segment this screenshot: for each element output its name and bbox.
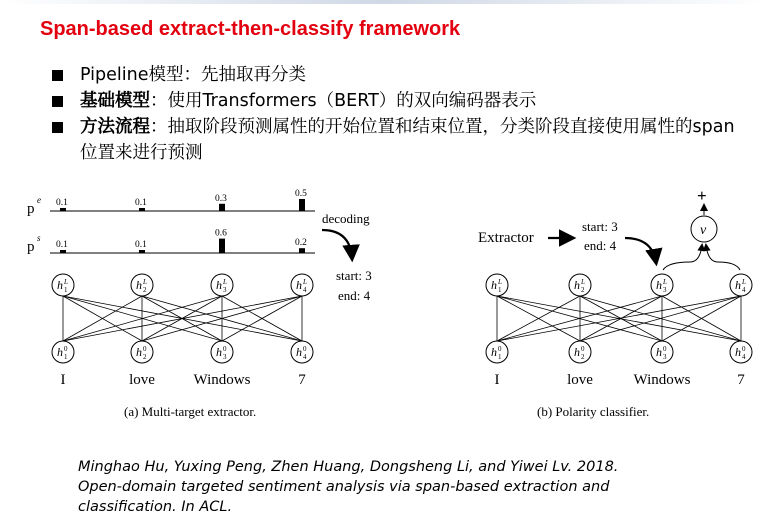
right-bottom-node-sub: 1 [498,353,502,361]
right-top-node-label: h [656,278,662,292]
pe-bars [56,189,307,211]
left-top-node-sub: 2 [143,286,147,294]
left-bottom-node-sub: 2 [143,353,147,361]
extractor-label: Extractor [478,230,534,246]
left-bottom-node [291,341,313,363]
right-bottom-node-label: h [656,345,662,359]
left-bottom-node-sub: 3 [223,353,227,361]
bullet-pipeline [52,62,752,88]
ps-bar [60,250,66,253]
right-bottom-node-sub: 3 [663,353,667,361]
citation-line: Open-domain targeted sentiment analysis via span-based extraction and [78,479,610,495]
pe-bar [139,208,145,211]
left-top-node-sup: L [223,278,227,286]
left-word-label: I [60,372,66,388]
bullet-list [52,62,752,166]
right-word-label: 7 [737,372,745,388]
right-bottom-node-label: h [735,345,741,359]
right-top-node-sub: 2 [581,286,585,294]
left-bottom-node-sub: 1 [64,353,68,361]
right-bottom-node-sup: 0 [742,345,746,353]
right-word-label: love [567,372,593,388]
pe-bar [219,204,225,211]
left-top-node [131,274,153,296]
left-bottom-node-label: h [296,345,302,359]
right-start-label: start: 3 [582,219,618,234]
left-bottom-node-label: h [57,345,63,359]
bullet-method [52,114,752,166]
bullet-bold-label: 基础模型 [80,91,150,111]
left-top-node-label: h [57,278,63,292]
right-top-node-sub: 1 [498,286,502,294]
right-top-node-sub: 4 [742,286,746,294]
pe-bar [299,199,305,211]
left-top-node-label: h [136,278,142,292]
pe-value-label: 0.1 [56,198,68,208]
pe-value-label: 0.1 [135,198,147,208]
bullet-base-model [52,88,752,114]
left-top-node [291,274,313,296]
ps-value-label: 0.1 [56,240,68,250]
left-bottom-node [211,341,233,363]
right-top-node [651,274,673,296]
pe-label: p [27,201,35,217]
pe-label-sup: e [37,195,41,205]
left-end-label: end: 4 [338,288,371,303]
multi-target-extractor-panel [27,189,372,419]
h4-to-v-arrow [706,245,740,270]
left-bottom-node-sup: 0 [64,345,68,353]
bullet-square-icon [52,96,63,107]
left-top-node-sub: 1 [64,286,68,294]
left-top-node-sup: L [143,278,147,286]
bullet-square-icon [52,122,63,133]
left-top-node-sub: 4 [303,286,307,294]
pe-value-label: 0.5 [295,189,307,199]
right-top-node-label: h [735,278,741,292]
left-bottom-node-sup: 0 [223,345,227,353]
right-bottom-node-sup: 0 [663,345,667,353]
ps-bar [299,248,305,253]
pe-value-label: 0.3 [215,193,227,204]
left-caption: (a) Multi-target extractor. [124,404,257,419]
ps-label-sup: s [37,233,41,243]
right-top-node-label: h [574,278,580,292]
bullet-text: ：使用Transformers（BERT）的双向编码器表示 [150,91,537,111]
left-bottom-node-label: h [216,345,222,359]
ps-bar [139,250,145,253]
left-top-node-sub: 3 [223,286,227,294]
right-bottom-node [730,341,752,363]
slide-title: Span-based extract-then-classify framework [40,18,461,40]
left-bottom-node-sup: 0 [143,345,147,353]
v-label: v [700,223,707,238]
left-bottom-node [131,341,153,363]
left-top-node [52,274,74,296]
left-word-label: love [129,372,155,388]
right-top-node [730,274,752,296]
right-bottom-node-sub: 2 [581,353,585,361]
left-top-node-sup: L [64,278,68,286]
right-top-node-sup: L [581,278,585,286]
right-top-node-label: h [491,278,497,292]
right-end-label: end: 4 [584,238,617,253]
right-word-label: Windows [633,372,691,388]
polarity-classifier-panel [478,186,752,419]
ps-bar [219,239,225,253]
ps-value-label: 0.6 [215,228,227,239]
ps-value-label: 0.1 [135,240,147,250]
left-network [52,274,313,388]
right-caption: (b) Polarity classifier. [537,404,650,419]
ps-value-label: 0.2 [295,238,307,249]
right-bottom-node [486,341,508,363]
pe-bar [60,208,66,211]
right-bottom-node-sup: 0 [498,345,502,353]
right-bottom-node-label: h [574,345,580,359]
left-top-node-label: h [296,278,302,292]
left-word-label: Windows [193,372,251,388]
right-top-node-sup: L [663,278,667,286]
bullet-text: ：抽取阶段预测属性的开始位置和结束位置，分类阶段直接使用属性的span位置来进行预测 [80,117,735,163]
ps-bars [56,229,307,253]
left-bottom-node-label: h [136,345,142,359]
left-word-label: 7 [298,372,306,388]
left-start-label: start: 3 [336,268,372,283]
top-rule [0,0,768,4]
citation-line: classification. In ACL. [78,499,233,515]
span-framework-figure [0,180,768,440]
right-bottom-node-label: h [491,345,497,359]
right-bottom-node-sub: 4 [742,353,746,361]
right-top-node-sub: 3 [663,286,667,294]
bullet-square-icon [52,70,63,81]
right-top-node [569,274,591,296]
h3-to-v-arrow [663,245,702,270]
ps-label: p [27,239,35,255]
right-top-node-sup: L [498,278,502,286]
right-bottom-node [569,341,591,363]
left-top-node [211,274,233,296]
left-bottom-node [52,341,74,363]
span-arrow [625,238,656,262]
right-bottom-node [651,341,673,363]
right-top-node-sup: L [742,278,746,286]
left-bottom-node-sup: 0 [303,345,307,353]
right-word-label: I [494,372,500,388]
left-top-node-sup: L [303,278,307,286]
decoding-arrow [322,230,352,258]
right-network [486,274,752,388]
decoding-label: decoding [322,211,370,226]
right-bottom-node-sup: 0 [581,345,585,353]
bullet-text: Pipeline模型：先抽取再分类 [80,65,306,85]
citation [78,457,718,517]
left-bottom-node-sub: 4 [303,353,307,361]
right-top-node [486,274,508,296]
citation-line: Minghao Hu, Yuxing Peng, Zhen Huang, Dongsheng Li, and Yiwei Lv. 2018. [78,459,619,475]
left-top-node-label: h [216,278,222,292]
bullet-bold-label: 方法流程 [80,117,150,137]
plus-label: + [697,186,707,205]
